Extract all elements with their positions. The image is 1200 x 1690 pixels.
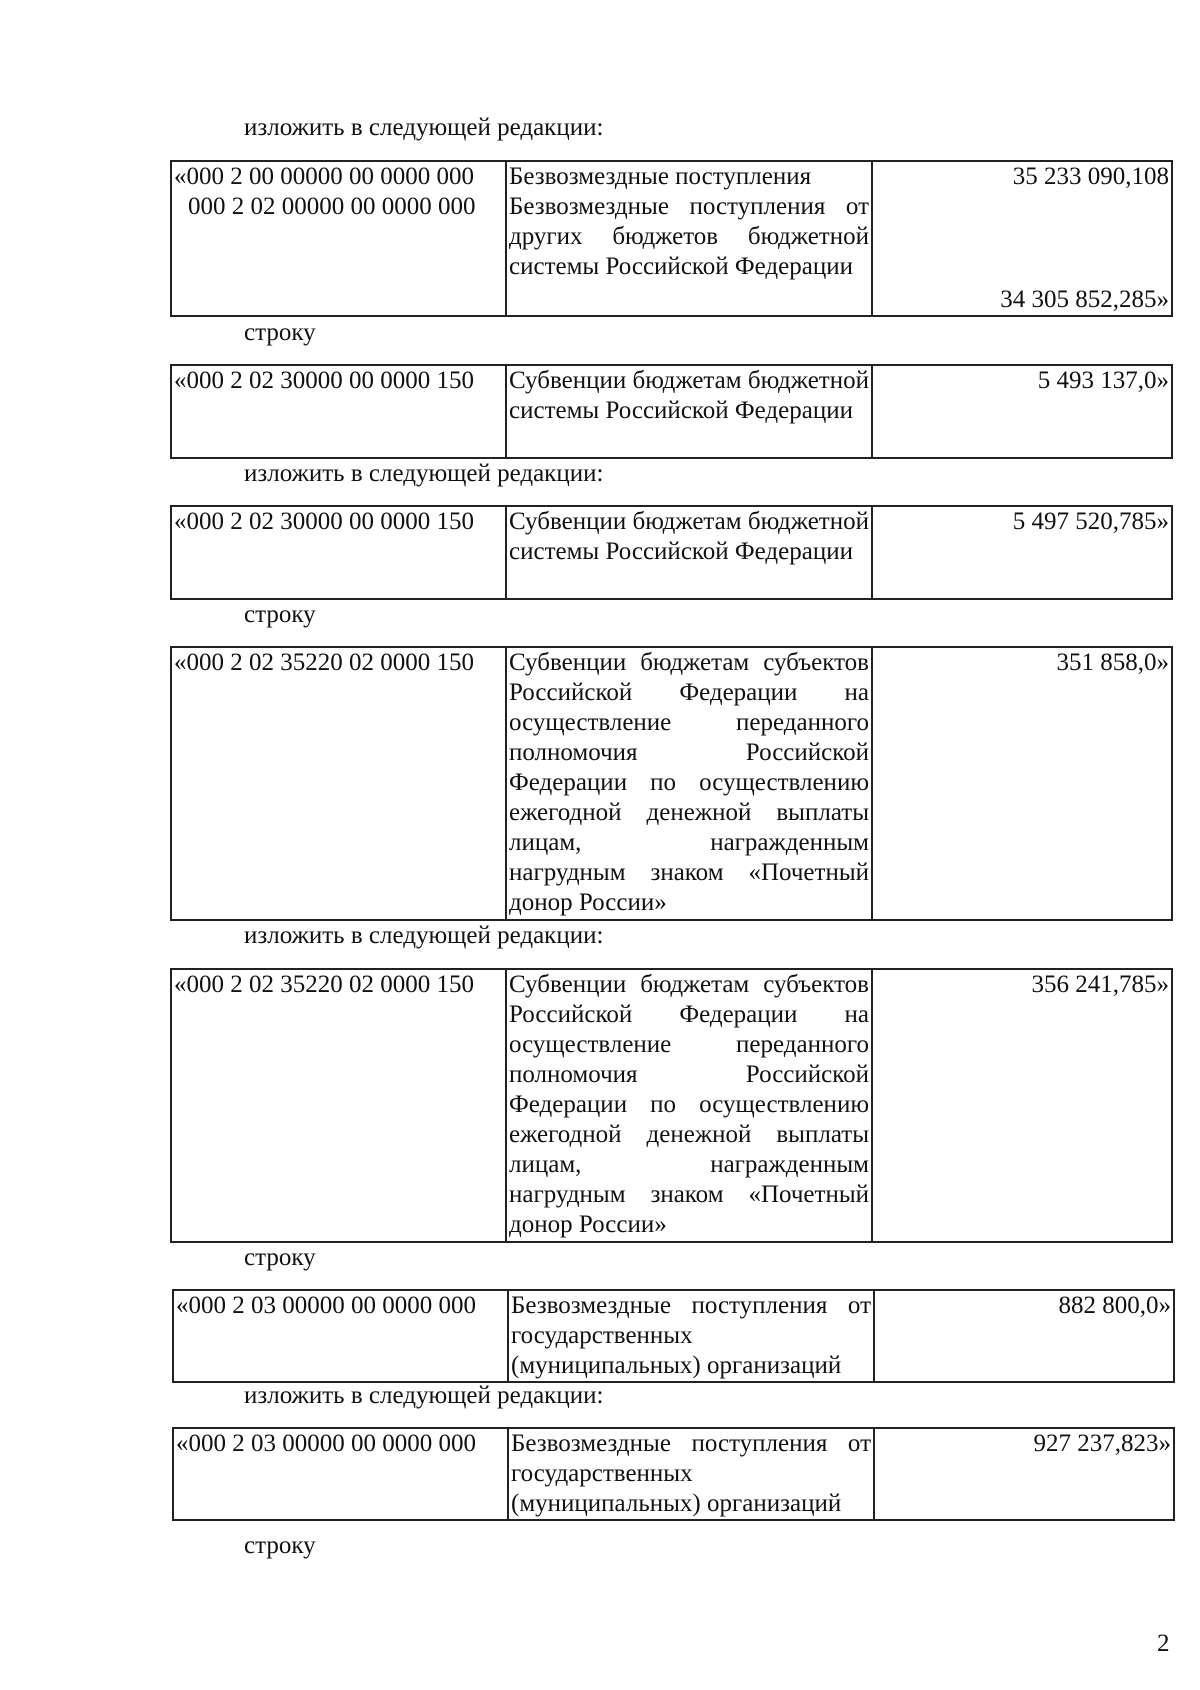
budget-code: 000 2 02 00000 00 0000 000 [188, 193, 476, 220]
budget-row-table [172, 1427, 1175, 1521]
description-text: Субвенции бюджетам субъектов Российской Федерации на осуществление переданного полномочия Российской Федерации по осуществлению ежегодной денежной выплаты лицам, награжденным нагрудным знаком «Почетный донор России» [506, 969, 872, 1242]
instruction-label: строку [244, 319, 316, 346]
description-text: Безвозмездные поступления от других бюджетов бюджетной системы Российской Федерации [509, 193, 869, 280]
budget-code: «000 2 02 30000 00 0000 150 [171, 506, 506, 599]
instruction-label: изложить в следующей редакции: [244, 922, 604, 949]
instruction-label: строку [244, 1532, 316, 1559]
description-text: Субвенции бюджетам бюджетной системы Российской Федерации [506, 365, 872, 458]
description-text: Безвозмездные поступления от государственных (муниципальных) организаций [508, 1428, 874, 1520]
amount-value: 927 237,823» [874, 1428, 1174, 1520]
amount-value: 5 497 520,785» [872, 506, 1172, 599]
instruction-label: изложить в следующей редакции: [244, 460, 604, 487]
budget-row-table [170, 505, 1173, 600]
description-text: Субвенции бюджетам бюджетной системы Российской Федерации [506, 506, 872, 599]
budget-code: «000 2 03 00000 00 0000 000 [173, 1290, 508, 1382]
description-text: Безвозмездные поступления [509, 163, 812, 190]
budget-row-table [170, 160, 1173, 317]
amount-value: 882 800,0» [874, 1290, 1174, 1382]
description-text: Субвенции бюджетам субъектов Российской Федерации на осуществление переданного полномочия Российской Федерации по осуществлению ежегодной денежной выплаты лицам, награжденным нагрудным знаком «Почетный донор России» [506, 647, 872, 920]
amount-value: 35 233 090,108 [1012, 163, 1169, 190]
budget-code: «000 2 02 30000 00 0000 150 [171, 365, 506, 458]
amount-value: 5 493 137,0» [872, 365, 1172, 458]
budget-row-table [170, 968, 1173, 1243]
budget-code-cell [171, 161, 506, 316]
instruction-label: изложить в следующей редакции: [244, 1382, 604, 1409]
description-cell [506, 161, 872, 316]
page-number: 2 [1157, 1630, 1170, 1657]
budget-code: «000 2 02 35220 02 0000 150 [171, 647, 506, 920]
budget-code: «000 2 00 00000 00 0000 000 [174, 163, 474, 190]
budget-row-table [170, 364, 1173, 459]
instruction-label: строку [244, 1244, 316, 1271]
budget-code: «000 2 02 35220 02 0000 150 [171, 969, 506, 1242]
amount-cell [872, 161, 1172, 316]
amount-value: 356 241,785» [872, 969, 1172, 1242]
budget-code: «000 2 03 00000 00 0000 000 [173, 1428, 508, 1520]
amount-value: 351 858,0» [872, 647, 1172, 920]
amount-value: 34 305 852,285» [1000, 286, 1169, 313]
budget-row-table [172, 1289, 1175, 1383]
description-text: Безвозмездные поступления от государственных (муниципальных) организаций [508, 1290, 874, 1382]
instruction-label: изложить в следующей редакции: [244, 114, 604, 141]
instruction-label: строку [244, 601, 316, 628]
budget-row-table [170, 646, 1173, 921]
